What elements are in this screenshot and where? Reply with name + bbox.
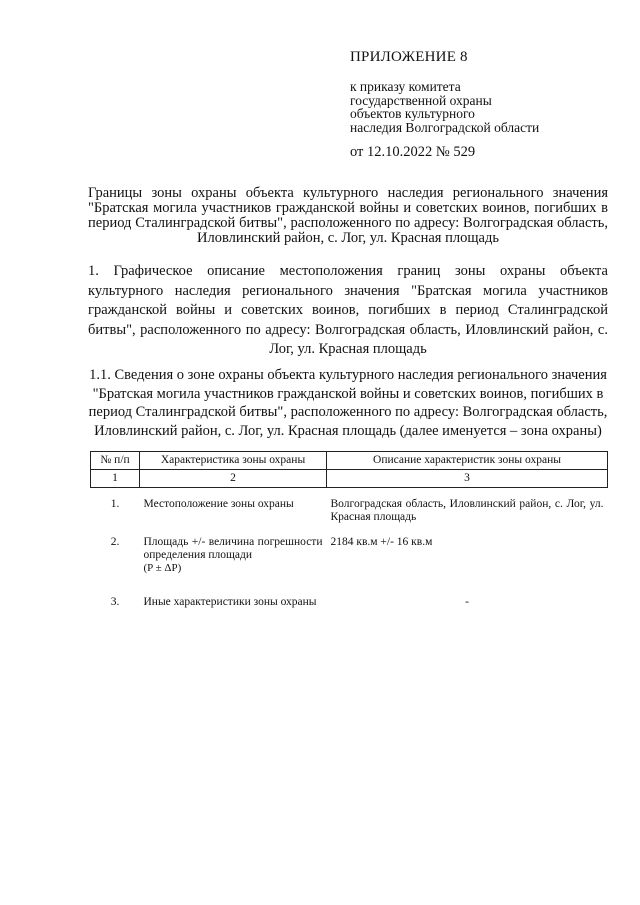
column-number: 3 (327, 470, 608, 488)
order-line: государственной охраны (350, 92, 492, 108)
row-description: Волгоградская область, Иловлинский район, с. Лог, ул. Красная площадь (330, 498, 604, 523)
order-line: объектов культурного (350, 106, 475, 121)
table-row (91, 488, 608, 528)
row-description: - (465, 595, 469, 608)
row-characteristic: Площадь +/- величина погрешности определения площади (143, 535, 323, 561)
header-number: № п/п (91, 452, 140, 470)
row-characteristic-cell (140, 528, 327, 590)
header-description: Описание характеристик зоны охраны (327, 452, 608, 470)
zone-info-table (90, 451, 608, 630)
column-number: 2 (140, 470, 327, 488)
document-title: Границы зоны охраны объекта культурного наследия регионального значения "Братская могила участников гражданской войны и советских воинов, погибших в период Сталинградской битвы", расположенного по адресу: Волгоградская область, Иловлинский район, с. Лог, ул. Красная площадь (88, 185, 608, 246)
order-date: от 12.10.2022 № 529 (350, 144, 476, 160)
row-number: 2. (110, 535, 120, 548)
appendix-title: ПРИЛОЖЕНИЕ 8 (350, 49, 468, 65)
row-number: 3. (110, 595, 120, 608)
header-characteristic: Характеристика зоны охраны (140, 452, 327, 470)
order-line: к приказу комитета (350, 79, 461, 94)
column-number: 1 (91, 470, 140, 488)
table-row (91, 590, 608, 630)
area-formula: (P ± ΔP) (143, 561, 182, 574)
row-description: 2184 кв.м +/- 16 кв.м (330, 535, 433, 548)
row-number: 1. (110, 498, 120, 510)
row-characteristic: Местоположение зоны охраны (143, 498, 294, 510)
table-header-row (91, 452, 608, 470)
order-reference (350, 80, 539, 134)
order-line: наследия Волгоградской области (350, 119, 540, 135)
section-1-paragraph: 1. Графическое описание местоположения границ зоны охраны объекта культурного наследия регионального значения "Братская могила участников гражданской войны и советских воинов, погибших в период Сталинградской битвы", расположенного по адресу: Волгоградская область, Иловлинский район, с. Лог, ул. Красная площадь (88, 263, 608, 357)
table-column-numbers-row (91, 470, 608, 488)
row-characteristic: Иные характеристики зоны охраны (143, 595, 317, 608)
table-row (91, 528, 608, 590)
section-1-1-heading: 1.1. Сведения о зоне охраны объекта культурного наследия регионального значения "Братская могила участников гражданской войны и советских воинов, погибших в период Сталинградской битвы", расположенного по адресу: Волгоградская область, Иловлинский район, с. Лог, ул. Красная площадь (далее именуется – зона охраны) (88, 367, 608, 439)
